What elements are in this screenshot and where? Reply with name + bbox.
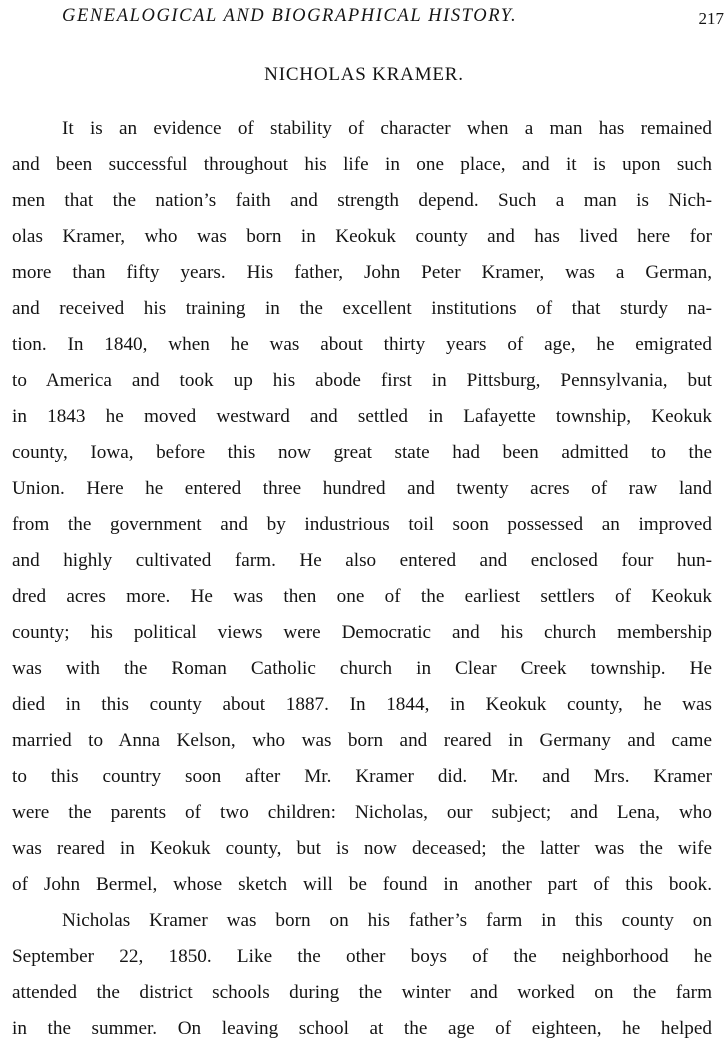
text-line: to America and took up his abode first in Pittsburg, Pennsylvania, but	[12, 370, 712, 391]
text-line: Nicholas Kramer was born on his father’s farm in this county on	[62, 910, 712, 931]
running-head	[0, 6, 728, 32]
text-line: in the summer. On leaving school at the age of eighteen, he helped	[12, 1018, 712, 1039]
text-line: and highly cultivated farm. He also entered and enclosed four hun-	[12, 550, 712, 571]
text-line: was reared in Keokuk county, but is now deceased; the latter was the wife	[12, 838, 712, 859]
text-line: more than fifty years. His father, John Peter Kramer, was a German,	[12, 262, 712, 283]
text-line: of John Bermel, whose sketch will be found in another part of this book.	[12, 874, 712, 895]
text-line: tion. In 1840, when he was about thirty years of age, he emigrated	[12, 334, 712, 355]
text-line: married to Anna Kelson, who was born and reared in Germany and came	[12, 730, 712, 751]
text-line: and been successful throughout his life in one place, and it is upon such	[12, 154, 712, 175]
text-line: were the parents of two children: Nicholas, our subject; and Lena, who	[12, 802, 712, 823]
text-line: September 22, 1850. Like the other boys of the neighborhood he	[12, 946, 712, 967]
text-line: dred acres more. He was then one of the earliest settlers of Keokuk	[12, 586, 712, 607]
article-body	[12, 111, 712, 1047]
text-line: county; his political views were Democratic and his church membership	[12, 622, 712, 643]
text-line: to this country soon after Mr. Kramer did. Mr. and Mrs. Kramer	[12, 766, 712, 787]
text-line: died in this county about 1887. In 1844, in Keokuk county, he was	[12, 694, 712, 715]
text-line: attended the district schools during the winter and worked on the farm	[12, 982, 712, 1003]
page-number: 217	[698, 9, 724, 28]
running-title: GENEALOGICAL AND BIOGRAPHICAL HISTORY.	[62, 6, 518, 26]
text-line: from the government and by industrious toil soon possessed an improved	[12, 514, 712, 535]
text-line: and received his training in the excellent institutions of that sturdy na-	[12, 298, 712, 319]
text-line: county, Iowa, before this now great state had been admitted to the	[12, 442, 712, 463]
article-title: NICHOLAS KRAMER.	[264, 64, 464, 85]
text-line: Union. Here he entered three hundred and twenty acres of raw land	[12, 478, 712, 499]
text-line: in 1843 he moved westward and settled in Lafayette township, Keokuk	[12, 406, 712, 427]
text-line: olas Kramer, who was born in Keokuk county and has lived here for	[12, 226, 712, 247]
text-line: was with the Roman Catholic church in Clear Creek township. He	[12, 658, 712, 679]
text-line: It is an evidence of stability of character when a man has remained	[62, 118, 712, 139]
text-line: men that the nation’s faith and strength depend. Such a man is Nich-	[12, 190, 712, 211]
